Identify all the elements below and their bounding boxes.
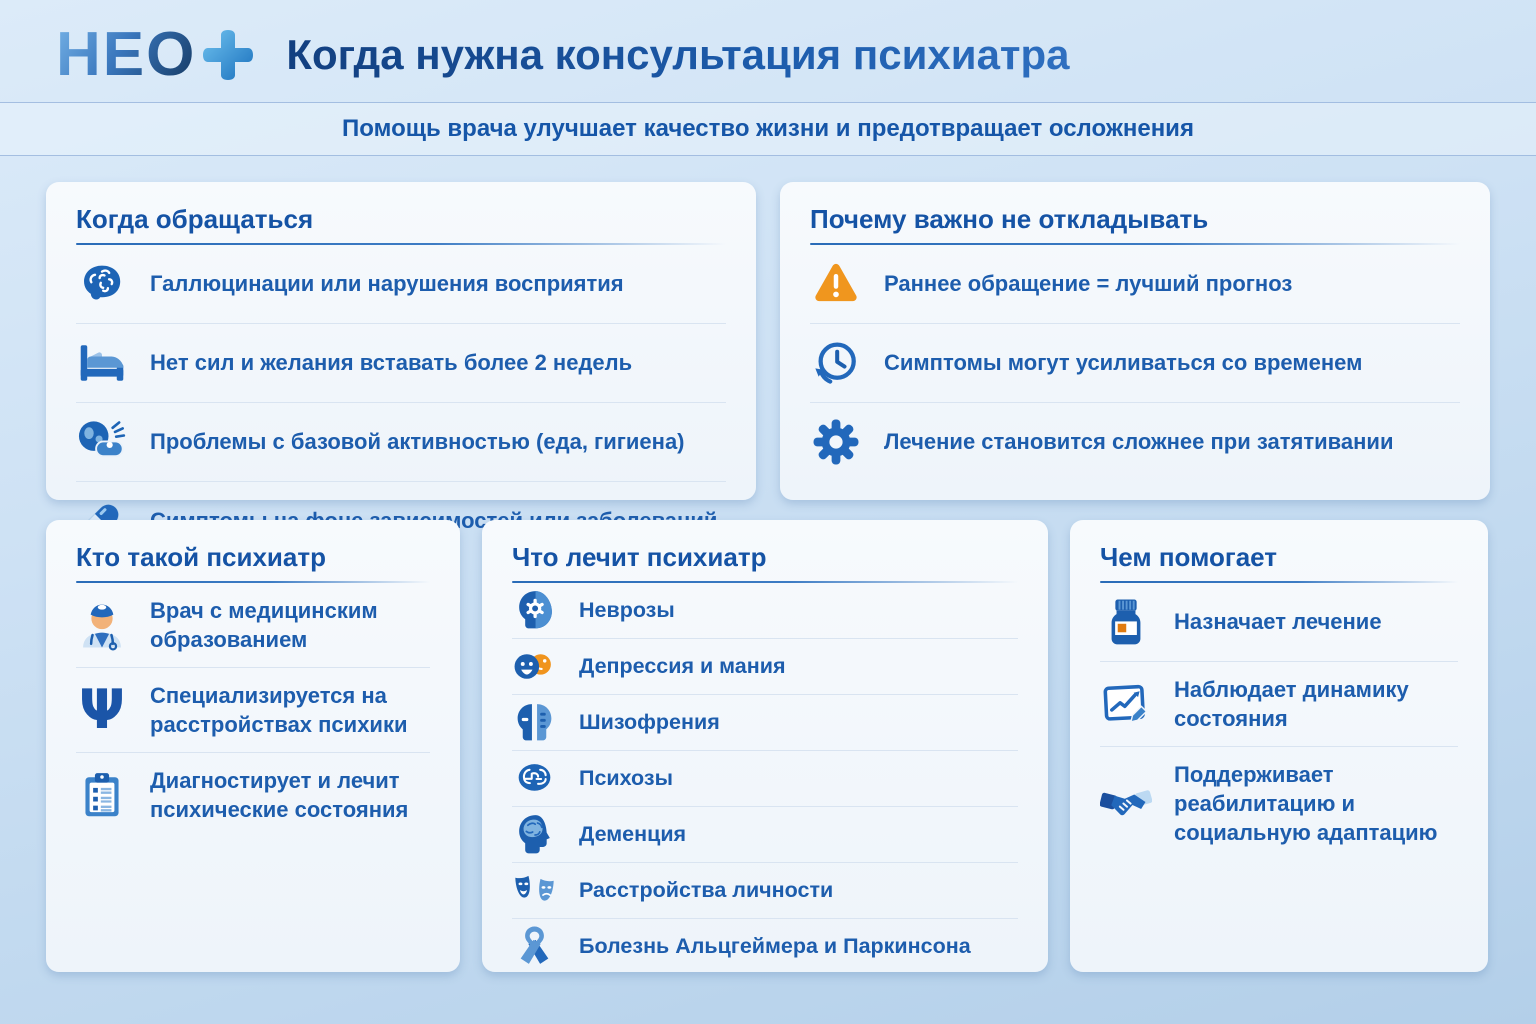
clock-icon (810, 337, 862, 389)
item-label: Симптомы могут усиливаться со временем (884, 350, 1363, 376)
item-list (76, 583, 430, 837)
item-label: Раннее обращение = лучший прогноз (884, 271, 1293, 297)
main-content (0, 156, 1536, 972)
list-item (1100, 747, 1458, 860)
list-item (76, 753, 430, 837)
list-item (76, 324, 726, 403)
item-label: Расстройства личности (579, 878, 834, 903)
page-title: Когда нужна консультация психиатра (286, 30, 1070, 78)
card-why-not-delay (780, 182, 1490, 500)
item-list (512, 583, 1018, 974)
page-header (0, 0, 1536, 96)
gear-icon (810, 416, 862, 468)
card-how-helps (1070, 520, 1488, 972)
split-head-icon (512, 700, 557, 745)
head-brain-icon (512, 812, 557, 857)
item-label: Лечение становится сложнее при затятивании (884, 429, 1394, 455)
food-icon (76, 416, 128, 468)
list-item (1100, 662, 1458, 747)
item-label: Поддерживает реабилитацию и социальную адаптацию (1174, 762, 1438, 846)
psi-glyph: Ψ (79, 678, 125, 742)
warning-icon (810, 258, 862, 310)
psi-icon (76, 678, 128, 742)
card-title: Кто такой психиатр (76, 536, 430, 583)
item-label: Диагностирует и лечит психические состояния (150, 768, 409, 823)
list-item (512, 919, 1018, 974)
list-item (810, 245, 1460, 324)
bed-icon (76, 337, 128, 389)
list-item (1100, 583, 1458, 662)
logo-text: НЕО (56, 20, 197, 89)
card-title: Когда обращаться (76, 198, 726, 245)
medicine-bottle-icon (1100, 596, 1152, 648)
item-label: Болезнь Альцгеймера и Паркинсона (579, 934, 971, 959)
card-what-treats (482, 520, 1048, 972)
item-label: Нет сил и желания вставать более 2 недель (150, 350, 633, 376)
card-title: Что лечит психиатр (512, 536, 1018, 583)
card-when-to-seek (46, 182, 756, 500)
card-who-is-psychiatrist (46, 520, 460, 972)
clipboard-icon (76, 769, 128, 821)
item-label: Галлюцинации или нарушения восприятия (150, 271, 624, 297)
item-label: Шизофрения (579, 710, 720, 735)
item-list (810, 245, 1460, 481)
masks-icon (512, 868, 557, 913)
list-item (512, 751, 1018, 807)
item-label: Депрессия и мания (579, 654, 786, 679)
bottom-row (46, 520, 1490, 972)
top-row (46, 182, 1490, 500)
list-item (512, 807, 1018, 863)
list-item (512, 639, 1018, 695)
doctor-icon (76, 599, 128, 651)
logo (56, 20, 256, 89)
ribbon-icon (512, 924, 557, 969)
list-item (76, 583, 430, 668)
brain-maze-icon (512, 756, 557, 801)
item-label: Неврозы (579, 598, 675, 623)
list-item (512, 695, 1018, 751)
item-label: Врач с медицинским образованием (150, 598, 378, 653)
card-title: Чем помогает (1100, 536, 1458, 583)
list-item (76, 403, 726, 482)
list-item (76, 245, 726, 324)
faces-icon (512, 644, 557, 689)
chart-icon (1100, 678, 1152, 730)
item-label: Проблемы с базовой активностью (еда, гигиена) (150, 429, 685, 455)
handshake-icon (1100, 778, 1152, 830)
list-item (512, 863, 1018, 919)
card-title: Почему важно не откладывать (810, 198, 1460, 245)
item-list (76, 245, 726, 560)
item-label: Наблюдает динамику состояния (1174, 677, 1409, 732)
brain-icon (76, 258, 128, 310)
item-label: Психозы (579, 766, 673, 791)
page-subtitle: Помощь врача улучшает качество жизни и предотвращает осложнения (0, 102, 1536, 156)
item-label: Специализируется на расстройствах психики (150, 683, 408, 738)
logo-plus-icon (200, 27, 256, 83)
list-item (810, 403, 1460, 481)
item-label: Деменция (579, 822, 687, 847)
item-list (1100, 583, 1458, 860)
head-gear-icon (512, 588, 557, 633)
list-item (810, 324, 1460, 403)
item-label: Назначает лечение (1174, 609, 1382, 635)
list-item (76, 668, 430, 753)
list-item (512, 583, 1018, 639)
